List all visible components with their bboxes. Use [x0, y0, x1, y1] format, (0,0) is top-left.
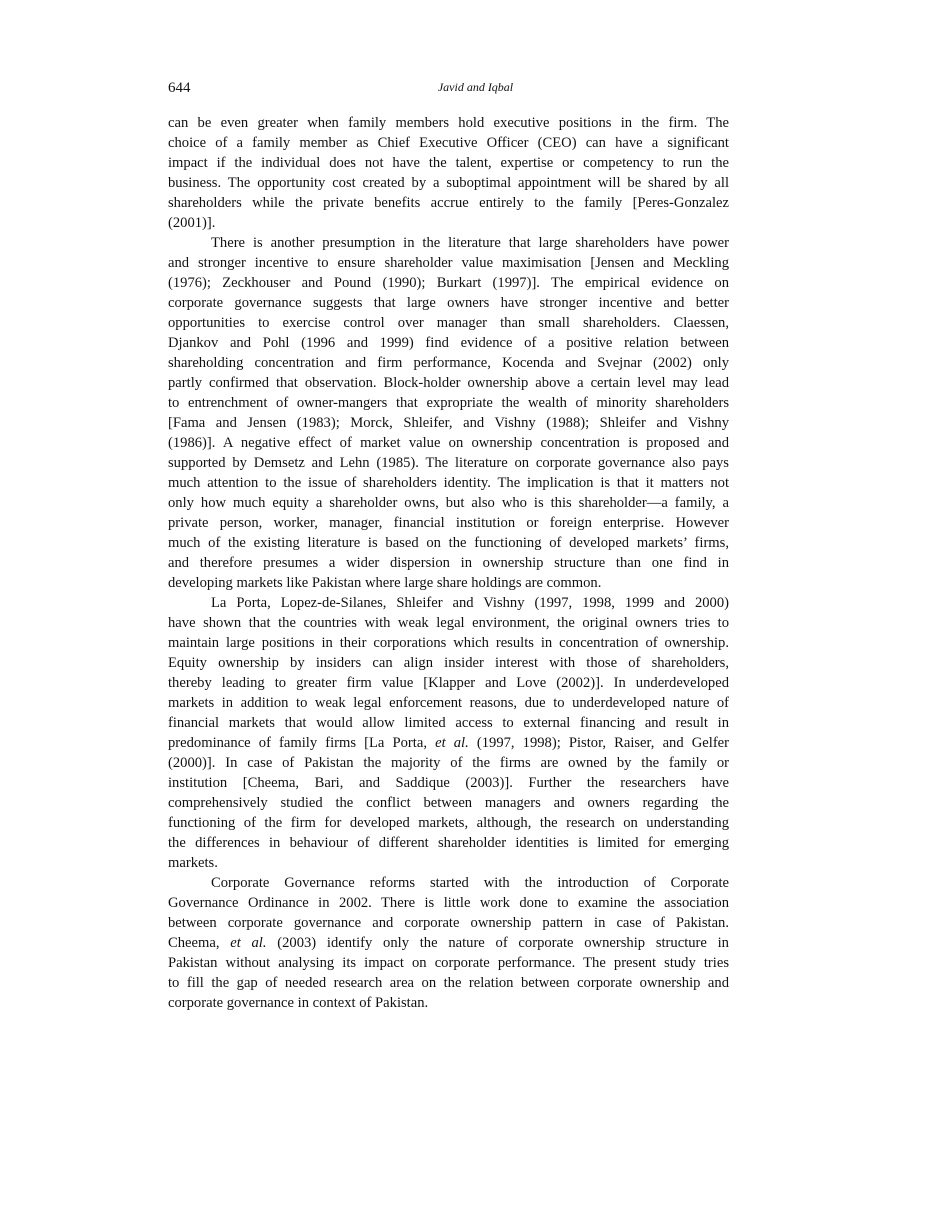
text-line: Equity ownership by insiders can align insider interest with those of shareholders,: [168, 655, 729, 671]
text-line: (1986)]. A negative effect of market value on ownership concentration is proposed and: [168, 435, 729, 451]
text-line: La Porta, Lopez-de-Silanes, Shleifer and Vishny (1997, 1998, 1999 and 2000): [211, 595, 729, 611]
text-line: (2000)]. In case of Pakistan the majority of the firms are owned by the family or: [168, 755, 729, 771]
text-line: financial markets that would allow limited access to external financing and result in: [168, 715, 729, 731]
text-line: impact if the individual does not have the talent, expertise or competency to run the: [168, 155, 729, 171]
text-line: Governance Ordinance in 2002. There is little work done to examine the association: [168, 895, 729, 911]
text-line: (2001)].: [168, 215, 216, 231]
text-line: to entrenchment of owner-mangers that expropriate the wealth of minority shareholders: [168, 395, 729, 411]
paragraph: [168, 593, 729, 873]
text-line: thereby leading to greater firm value [Klapper and Love (2002)]. In underdeveloped: [168, 675, 729, 691]
text-line: Pakistan without analysing its impact on corporate performance. The present study tries: [168, 955, 729, 971]
paragraph: [168, 113, 729, 233]
running-head: Javid and Iqbal: [437, 80, 514, 94]
text-line: and therefore presumes a wider dispersion in ownership structure than one find in: [168, 555, 729, 571]
text-line: [Fama and Jensen (1983); Morck, Shleifer, and Vishny (1988); Shleifer and Vishny: [168, 415, 729, 431]
text-line: private person, worker, manager, financial institution or foreign enterprise. However: [168, 515, 729, 531]
text-line: corporate governance suggests that large owners have stronger incentive and better: [168, 295, 729, 311]
text-line: There is another presumption in the literature that large shareholders have power: [211, 235, 729, 251]
text-line: shareholders while the private benefits accrue entirely to the family [Peres-Gonzalez: [168, 195, 729, 211]
text-line: only how much equity a shareholder owns, but also who is this shareholder—a family, a: [168, 495, 729, 511]
text-line: developing markets like Pakistan where large share holdings are common.: [168, 575, 602, 591]
text-line: predominance of family firms [La Porta, et al. (1997, 1998); Pistor, Raiser, and Gelfer: [168, 735, 730, 751]
page-number: 644: [168, 80, 191, 96]
text-line: (1976); Zeckhouser and Pound (1990); Burkart (1997)]. The empirical evidence on: [168, 275, 729, 291]
text-line: opportunities to exercise control over manager than small shareholders. Claessen,: [168, 315, 729, 331]
text-line: and stronger incentive to ensure shareholder value maximisation [Jensen and Meckling: [168, 255, 729, 271]
text-line: between corporate governance and corporate ownership pattern in case of Pakistan.: [168, 915, 729, 931]
paragraph: [168, 233, 729, 593]
text-line: the differences in behaviour of different shareholder identities is limited for emerging: [168, 835, 729, 851]
text-line: markets.: [168, 855, 218, 871]
text-line: much of the existing literature is based on the functioning of developed markets’ firms,: [168, 535, 729, 551]
text-line: business. The opportunity cost created by a suboptimal appointment will be shared by all: [168, 175, 729, 191]
text-line: supported by Demsetz and Lehn (1985). The literature on corporate governance also pays: [168, 455, 729, 471]
text-line: can be even greater when family members hold executive positions in the firm. The: [168, 115, 729, 131]
text-line: Corporate Governance reforms started with the introduction of Corporate: [211, 875, 729, 891]
text-line: markets in addition to weak legal enforcement reasons, due to underdeveloped nature of: [168, 695, 729, 711]
text-line: much attention to the issue of shareholders identity. The implication is that it matters not: [168, 475, 729, 491]
text-line: to fill the gap of needed research area on the relation between corporate ownership and: [168, 975, 729, 991]
text-line: corporate governance in context of Pakistan.: [168, 995, 429, 1011]
text-line: institution [Cheema, Bari, and Saddique (2003)]. Further the researchers have: [168, 775, 729, 791]
text-line: comprehensively studied the conflict between managers and owners regarding the: [168, 795, 729, 811]
text-line: Cheema, et al. (2003) identify only the nature of corporate ownership structure in: [168, 935, 729, 951]
text-line: functioning of the firm for developed markets, although, the research on understanding: [168, 815, 729, 831]
text-line: maintain large positions in their corporations which results in concentration of ownership.: [168, 635, 729, 651]
body-text: [168, 113, 729, 1013]
paragraph: [168, 873, 729, 1013]
text-line: partly confirmed that observation. Block-holder ownership above a certain level may lead: [168, 375, 729, 391]
text-line: have shown that the countries with weak legal environment, the original owners tries to: [168, 615, 729, 631]
text-line: choice of a family member as Chief Executive Officer (CEO) can have a significant: [168, 135, 729, 151]
text-line: Djankov and Pohl (1996 and 1999) find evidence of a positive relation between: [168, 335, 729, 351]
text-line: shareholding concentration and firm performance, Kocenda and Svejnar (2002) only: [168, 355, 729, 371]
